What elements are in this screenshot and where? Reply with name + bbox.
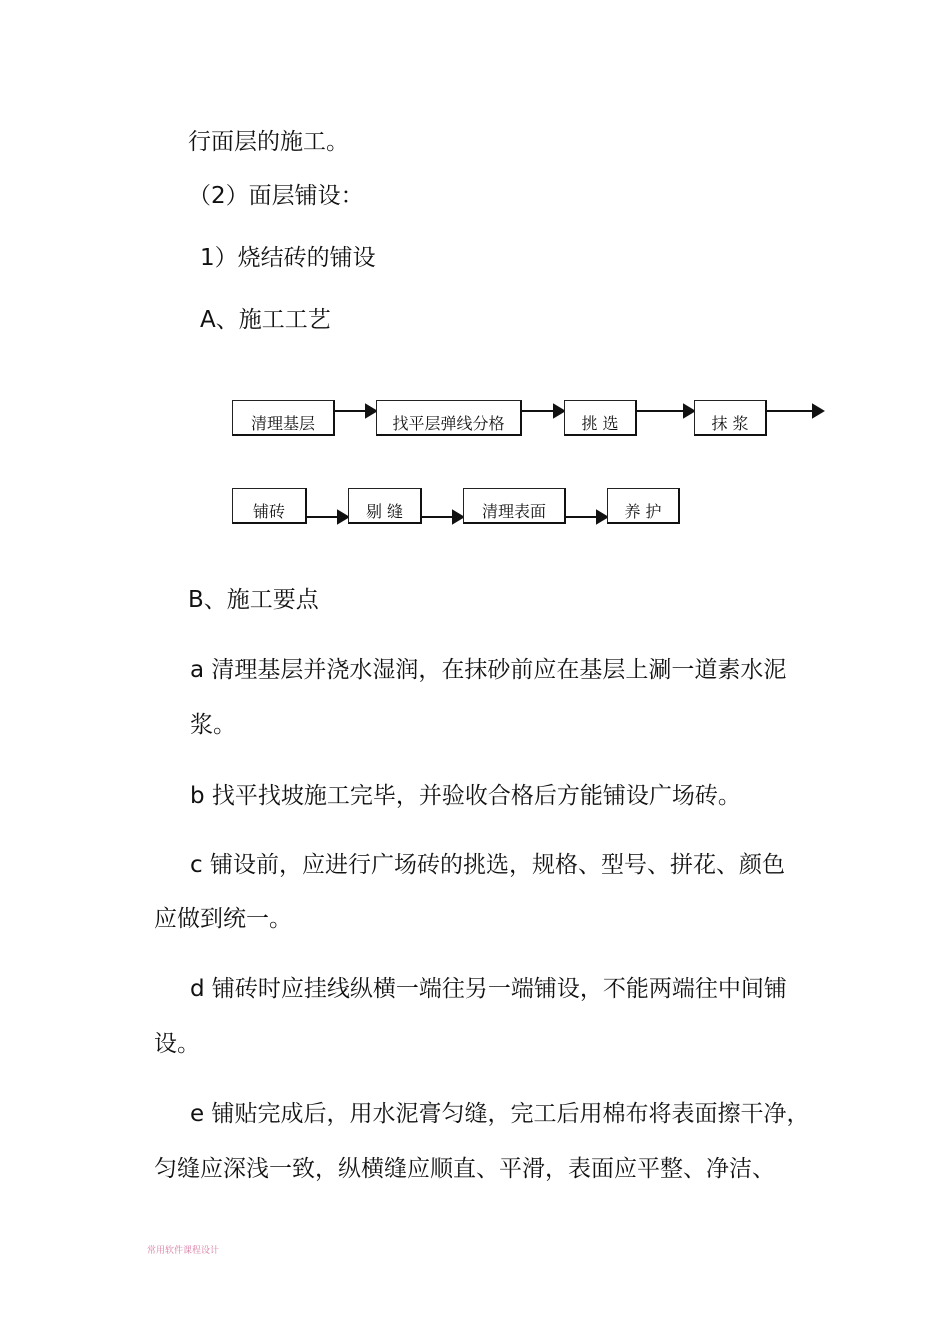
flow-step-label: 养 护 [624,502,662,521]
point-a-line2: 浆。 [190,712,236,738]
section-heading-surface-laying: （2）面层铺设： [188,183,364,209]
flow-step-leveling-layout [376,400,522,436]
flow-step-label: 抹 浆 [711,414,749,433]
flow-step-joint-cleaning [348,488,422,524]
point-e-line1: e 铺贴完成后，用水泥膏匀缝，完工后用棉布将表面擦干净， [190,1101,810,1127]
heading-construction-points: B、施工要点 [188,587,319,613]
point-b: b 找平找坡施工完毕，并验收合格后方能铺设广场砖。 [190,783,741,809]
flow-step-label: 清理表面 [481,502,546,521]
flow-step-label: 剔 缝 [365,502,404,521]
subsection-heading-brick-laying: 1）烧结砖的铺设 [200,245,376,271]
point-c-line1: c 铺设前，应进行广场砖的挑选，规格、型号、拼花、颜色 [190,852,785,878]
page-footer: 常用软件课程设计 [147,1246,220,1256]
flow-step-select [564,400,637,436]
flow-step-label: 找平层弹线分格 [392,414,505,433]
flow-step-lay-brick [232,488,307,524]
point-d-line2: 设。 [154,1031,200,1057]
flow-step-label: 挑 选 [581,414,619,433]
flow-step-curing [607,488,680,524]
flow-step-apply-mortar [694,400,767,436]
paragraph-continuation: 行面层的施工。 [188,129,349,155]
flow-step-clean-surface [463,488,566,524]
point-e-line2: 匀缝应深浅一致，纵横缝应顺直、平滑，表面应平整、净洁、 [154,1156,775,1182]
heading-construction-process: A、施工工艺 [200,307,331,333]
point-d-line1: d 铺砖时应挂线纵横一端往另一端铺设，不能两端往中间铺 [190,976,787,1002]
flow-step-clean-base [232,400,335,436]
point-a-line1: a 清理基层并浇水湿润，在抹砂前应在基层上涮一道素水泥 [190,657,787,683]
point-c-line2: 应做到统一。 [154,906,292,932]
flow-step-label: 铺砖 [252,502,285,521]
flow-step-label: 清理基层 [250,414,315,433]
